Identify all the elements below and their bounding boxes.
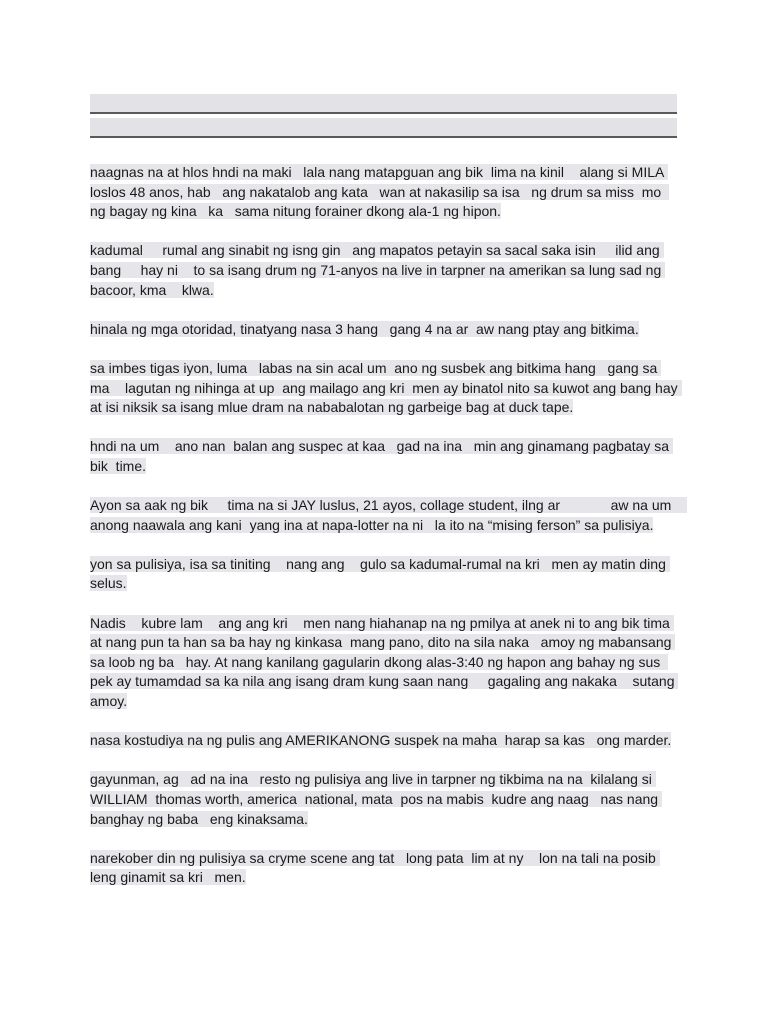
paragraph-2-text: kadumal rumal ang sinabit ng isng gin ang mapatos petayin sa sacal saka isin ilid ang bang hay ni to sa isang drum ng 71-anyos na live in tarpner na amerikan sa lung sad ng bacoor, kma klwa. <box>90 242 666 298</box>
paragraph-10-text: gayunman, ag ad na ina resto ng pulisiya ang live in tarpner ng tikbima na na kilalang si WILLIAM thomas worth, america national, mata pos na mabis kudre ang naag nas nang banghay ng baba eng kinaksama. <box>90 771 662 827</box>
paragraph-4-text: sa imbes tigas iyon, luma labas na sin acal um ano ng susbek ang bitkima hang gang sa ma lagutan ng nihinga at up ang mailago ang kri men ay binatol nito sa kuwot ang bang hay at isi niksik sa isang mlue dram na nababalotan ng garbeige bag at duck tape. <box>90 359 682 416</box>
paragraph-7-text: yon sa pulisiya, isa sa tiniting nang ang gulo sa kadumal-rumal na kri men ay matin ding selus. <box>90 555 670 592</box>
paragraph-7 <box>90 555 680 594</box>
header-bar-1 <box>90 94 677 114</box>
paragraph-5-text: hndi na um ano nan balan ang suspec at kaa gad na ina min ang ginamang pagbatay sa bik time. <box>90 438 673 474</box>
paragraph-8-text: Nadis kubre lam ang ang kri men nang hiahanap na ng pmilya at anek ni to ang bik tima at nang pun ta han sa ba hay ng kinkasa mang pano, dito na sila naka amoy ng mabansang sa loob ng ba hay. At nang kanilang gagularin dkong alas-3:40 ng hapon ang bahay ng sus pek ay tumamdad sa ka nila ang isang dram kung saan nang gagaling ang nakaka sutang amoy. <box>90 614 679 710</box>
paragraph-10 <box>90 770 680 829</box>
paragraph-11-text: narekober din ng pulisiya sa cryme scene ang tat long pata lim at ny lon na tali na posib leng ginamit sa kri men. <box>90 849 660 886</box>
document-body <box>90 163 687 908</box>
paragraph-9 <box>90 731 680 751</box>
header-bar-2 <box>90 118 677 138</box>
paragraph-3-text: hinala ng mga otoridad, tinatyang nasa 3 hang gang 4 na ar aw nang ptay ang bitkima. <box>90 320 639 337</box>
header-bars <box>90 94 677 138</box>
paragraph-6-text: Ayon sa aak ng bik tima na si JAY luslus, 21 ayos, collage student, ilng ar aw na um anong naawala ang kani yang ina at napa-lotter na ni la ito na “mising ferson” sa pulisiya. <box>90 497 687 533</box>
paragraph-4 <box>90 359 680 418</box>
paragraph-3 <box>90 320 680 340</box>
paragraph-6 <box>90 496 687 535</box>
paragraph-11 <box>90 849 680 888</box>
paragraph-8 <box>90 614 680 712</box>
paragraph-1-text: naagnas na at hlos hndi na maki lala nang matapguan ang bik lima na kinil alang si MILA loslos 48 anos, hab ang nakatalob ang kata wan at nakasilip sa isa ng drum sa miss mo ng bagay ng kina ka sama nitung forainer dkong ala-1 ng hipon. <box>90 164 669 220</box>
paragraph-5 <box>90 437 680 476</box>
paragraph-9-text: nasa kostudiya na ng pulis ang AMERIKANONG suspek na maha harap sa kas ong marder. <box>90 732 672 749</box>
paragraph-1 <box>90 163 680 222</box>
paragraph-2 <box>90 241 680 300</box>
